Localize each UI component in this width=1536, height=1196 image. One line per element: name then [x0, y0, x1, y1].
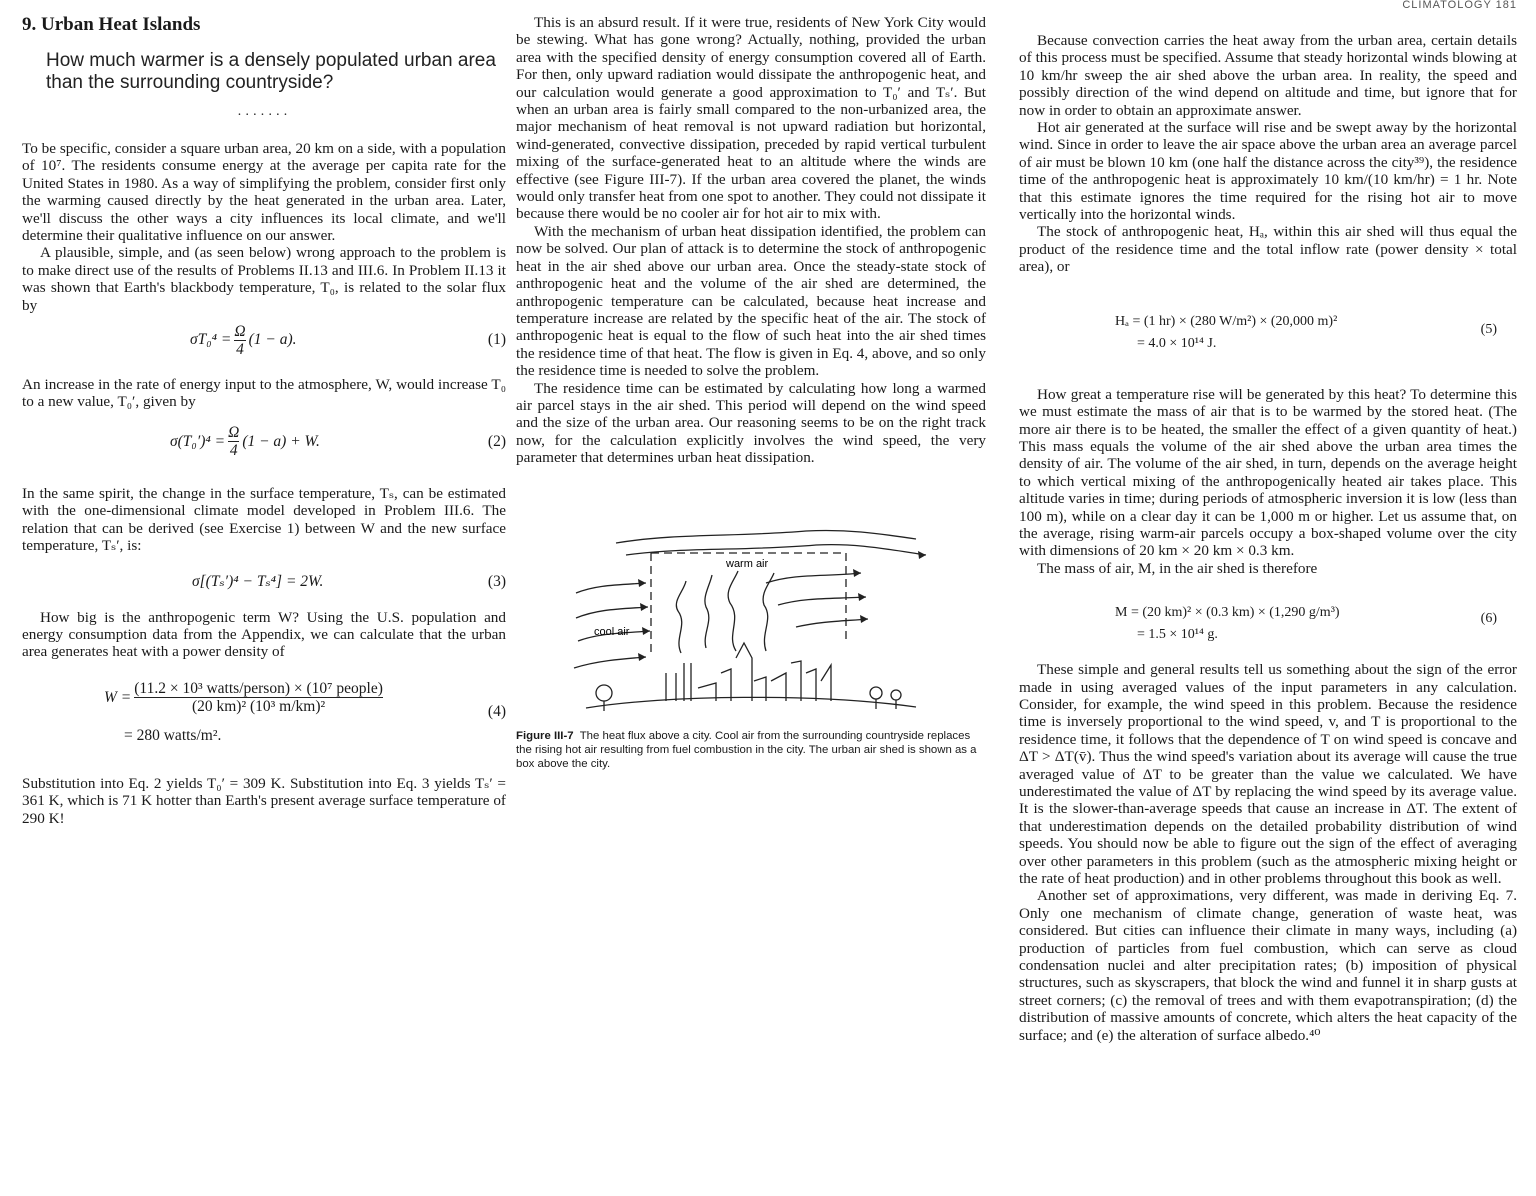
- warm-air-label: warm air: [726, 557, 769, 570]
- paragraph: An increase in the rate of energy input to the atmosphere, W, would increase T₀ to a new value, T₀′, given by: [22, 376, 506, 411]
- eq1-lhs: σT₀⁴ =: [190, 331, 232, 349]
- equation-2: [22, 411, 506, 473]
- eq5-line1: Hₐ = (1 hr) × (280 W/m²) × (20,000 m)²: [1115, 313, 1338, 329]
- running-header: CLIMATOLOGY 181: [1402, 0, 1517, 11]
- separator-dots: ·······: [237, 108, 291, 123]
- eq2-number: (2): [487, 432, 506, 450]
- eq4-result: = 280 watts/m².: [124, 726, 222, 744]
- paragraph: These simple and general results tell us something about the sign of the error made in using averaged values of the input parameters in any calculation. Consider, for example, the wind speed in this problem. Because the residence time is inversely proportional to the wind speed, v, and T is proportional to the residence time, it follows that the dependence of T on wind speed is concave and ΔT > ΔT(v̄). Thus the wind speed's variation about its average will cause the true averaged value of ΔT to be greater than the value we calculated. We have underestimated the value of ΔT by replacing the wind speed by its average value. It is the slower-than-average speeds that cause an increase in ΔT. The extent of that underestimation depends on the detailed probability distribution of wind speeds. You should now be able to figure out the sign of the effect of averaging over other parameters in this problem (such as the atmospheric mixing height or the rate of heat production) and in other problems throughout this book as well.: [1019, 661, 1517, 888]
- paragraph: To be specific, consider a square urban area, 20 km on a side, with a population of 10⁷. The residents consume energy at the average per capita rate for the United States in 1980. As a way of simplifying the problem, consider first only the warming caused directly by the heat generated in the urban area. Later, we'll discuss the other ways a city influences its local climate, and we'll determine their qualitative influence on our answer.: [22, 140, 506, 245]
- eq3-number: (3): [487, 572, 506, 590]
- eq1-denominator: 4: [236, 340, 244, 358]
- problem-question: How much warmer is a densely populated urban area than the surrounding countryside?: [46, 50, 496, 93]
- eq2-numerator: Ω: [228, 424, 240, 442]
- figure-heat-flux: [516, 523, 986, 723]
- section-title: 9. Urban Heat Islands: [22, 14, 201, 35]
- paragraph: A plausible, simple, and (as seen below) wrong approach to the problem is to make direct use of the results of Problems II.13 and III.6. In Problem II.13 it was shown that Earth's blackbody temperature, T₀, is related to the solar flux by: [22, 244, 506, 314]
- right-column: [1019, 0, 1517, 1044]
- eq2-fraction: [228, 424, 239, 459]
- paragraph: How big is the anthropogenic term W? Using the U.S. population and energy consumption data from the Appendix, we can calculate that the urban area generates heat with a power density of: [22, 608, 506, 661]
- equation-6: [1019, 577, 1517, 661]
- paragraph: Another set of approximations, very different, was made in deriving Eq. 7. Only one mechanism of climate change, generation of waste heat, was considered. But cities can influence their climate in many ways, including (a) production of particles from fuel combustion, which can serve as cloud condensation nuclei and alter precipitation rates; (b) imposition of physical structures, such as skyscrapers, that block the wind and funnel it in sharp gusts at street corners; (c) the removal of trees and with them evapotranspiration; (d) the distribution of massive amounts of concrete, which alters the heat capacity of the surface; and (e) the alteration of surface albedo.⁴⁰: [1019, 887, 1517, 1044]
- left-column: [22, 14, 506, 827]
- caption-label: Figure III-7: [516, 729, 574, 742]
- paragraph: The mass of air, M, in the air shed is therefore: [1037, 559, 1318, 577]
- eq1-number: (1): [487, 331, 506, 349]
- paragraph: In the same spirit, the change in the surface temperature, Tₛ, can be estimated with the one-dimensional climate model developed in Problem III.6. The relation that can be derived (see Exercise 1) between W and the new surface temperature, Tₛ′, is:: [22, 484, 506, 555]
- eq5-number: (5): [1480, 321, 1497, 337]
- equation-4: [22, 669, 506, 727]
- eq1-rhs: (1 − a).: [248, 331, 297, 349]
- middle-column: [516, 14, 986, 771]
- caption-text: The heat flux above a city. Cool air from the surrounding countryside replaces the rising hot air resulting from fuel combustion in the city. The urban air shed is shown as a box above the city.: [516, 729, 977, 770]
- paragraph: Substitution into Eq. 2 yields T₀′ = 309 K. Substitution into Eq. 3 yields Tₛ′ = 361 K, which is 71 K hotter than Earth's present average surface temperature of 290 K!: [22, 774, 506, 827]
- cool-air-label: cool air: [594, 625, 630, 638]
- equation-3: [22, 555, 506, 609]
- eq2-denominator: 4: [229, 442, 238, 460]
- eq1-fraction: [234, 323, 245, 358]
- heat-flux-illustration: [516, 523, 986, 723]
- eq4-fraction: [134, 680, 383, 715]
- eq6-number: (6): [1480, 611, 1497, 627]
- paragraph: The stock of anthropogenic heat, Hₐ, within this air shed will thus equal the product of the residence time and the total inflow rate (power density × total area), or: [1019, 223, 1517, 276]
- eq2-rhs: (1 − a) + W.: [242, 432, 320, 450]
- eq5-line2: = 4.0 × 10¹⁴ J.: [1137, 335, 1217, 351]
- eq1-numerator: Ω: [234, 322, 246, 340]
- equation-5: [1019, 290, 1517, 386]
- eq4-denominator: (20 km)² (10³ m/km)²: [191, 698, 326, 716]
- paragraph: How great a temperature rise will be generated by this heat? To determine this we must estimate the mass of air that is to be warmed by the stored heat. (The more air there is to be heated, the smaller the effect of a given quantity of heat.) This mass equals the volume of the air shed above the urban area times the density of air. The volume of the air shed, in turn, depends on the average height to which vertical mixing of the anthropogenically heated air takes place. This altitude varies in time; during periods of atmospheric inversion it is low (less than 100 m), while on a clear day it can be 1,000 m or higher. Let us assume that, on the average, rising warm-air parcels occupy a box-shaped volume over the city with dimensions of 20 km × 20 km × 0.3 km.: [1019, 385, 1517, 560]
- eq4-numerator: (11.2 × 10³ watts/person) × (10⁷ people): [134, 680, 383, 698]
- eq6-line1: M = (20 km)² × (0.3 km) × (1,290 g/m³): [1115, 605, 1340, 621]
- eq6-line2: = 1.5 × 10¹⁴ g.: [1137, 627, 1218, 643]
- paragraph: With the mechanism of urban heat dissipation identified, the problem can now be solved. Our plan of attack is to determine the stock of anthropogenic heat in the air shed above our urban area. Once the steady-state stock of anthropogenic heat and the volume of the air shed are determined, the anthropogenic temperature can be calculated, because heat increase and temperature increase are related by the specific heat of the air. The stock of anthropogenic heat is equal to the flow of such heat into the air shed times the residence time of that heat. The flow is given in Eq. 4, above, and so only the residence time is needed to solve the problem.: [516, 222, 986, 380]
- paragraph: Hot air generated at the surface will rise and be swept away by the horizontal wind. Since in order to leave the air space above the urban area an average parcel of air must be blown 10 km (one half the distance across the city³⁹), the residence time of the anthropogenic heat is approximately 10 km/(10 km/hr) = 1 hr. Note that this estimate ignores the time required for the rising hot air to move vertically into the horizontal winds.: [1019, 119, 1517, 224]
- paragraph: This is an absurd result. If it were true, residents of New York City would be stewing. What has gone wrong? Actually, nothing, provided the urban area with the specified density of energy consumption covered all of Earth. For then, only upward radiation would dissipate the anthropogenic heat, and our calculation would generate a good approximation to T₀′ and Tₛ′. But when an urban area is fairly small compared to the non-urbanized area, the major mechanism of heat removal is not upward radiation but horizontal, wind-generated, convective dissipation, preceded by rapid vertical turbulent mixing of the surface-generated heat to an altitude where the winds are effective (see Figure III-7). If the urban area covered the planet, the winds would only transfer heat from one spot to another. They could not dissipate it because there would be no cooler air for hot air to mix with.: [516, 14, 986, 223]
- equation-1: [22, 314, 506, 366]
- eq2-lhs: σ(T₀′)⁴ =: [170, 432, 226, 450]
- eq3-body: σ[(Tₛ′)⁴ − Tₛ⁴] = 2W.: [192, 573, 324, 590]
- paragraph: Because convection carries the heat away from the urban area, certain details of this process must be specified. Assume that steady horizontal winds blowing at 10 km/hr sweep the air shed above the urban area. In reality, the speed and possibly direction of the wind depend on altitude and time, but ignore that for now in order to obtain an approximate answer.: [1019, 32, 1517, 119]
- eq4-number: (4): [487, 702, 506, 720]
- paragraph: The residence time can be estimated by calculating how long a warmed air parcel stays in the air shed. This period will depend on the wind speed and the size of the urban area. Our reasoning seems to be on the right track now, for the calculation explicitly involves the wind speed, the very parameter that determines urban heat dissipation.: [516, 379, 986, 467]
- figure-caption: [516, 729, 986, 771]
- eq4-lhs: W =: [104, 688, 132, 706]
